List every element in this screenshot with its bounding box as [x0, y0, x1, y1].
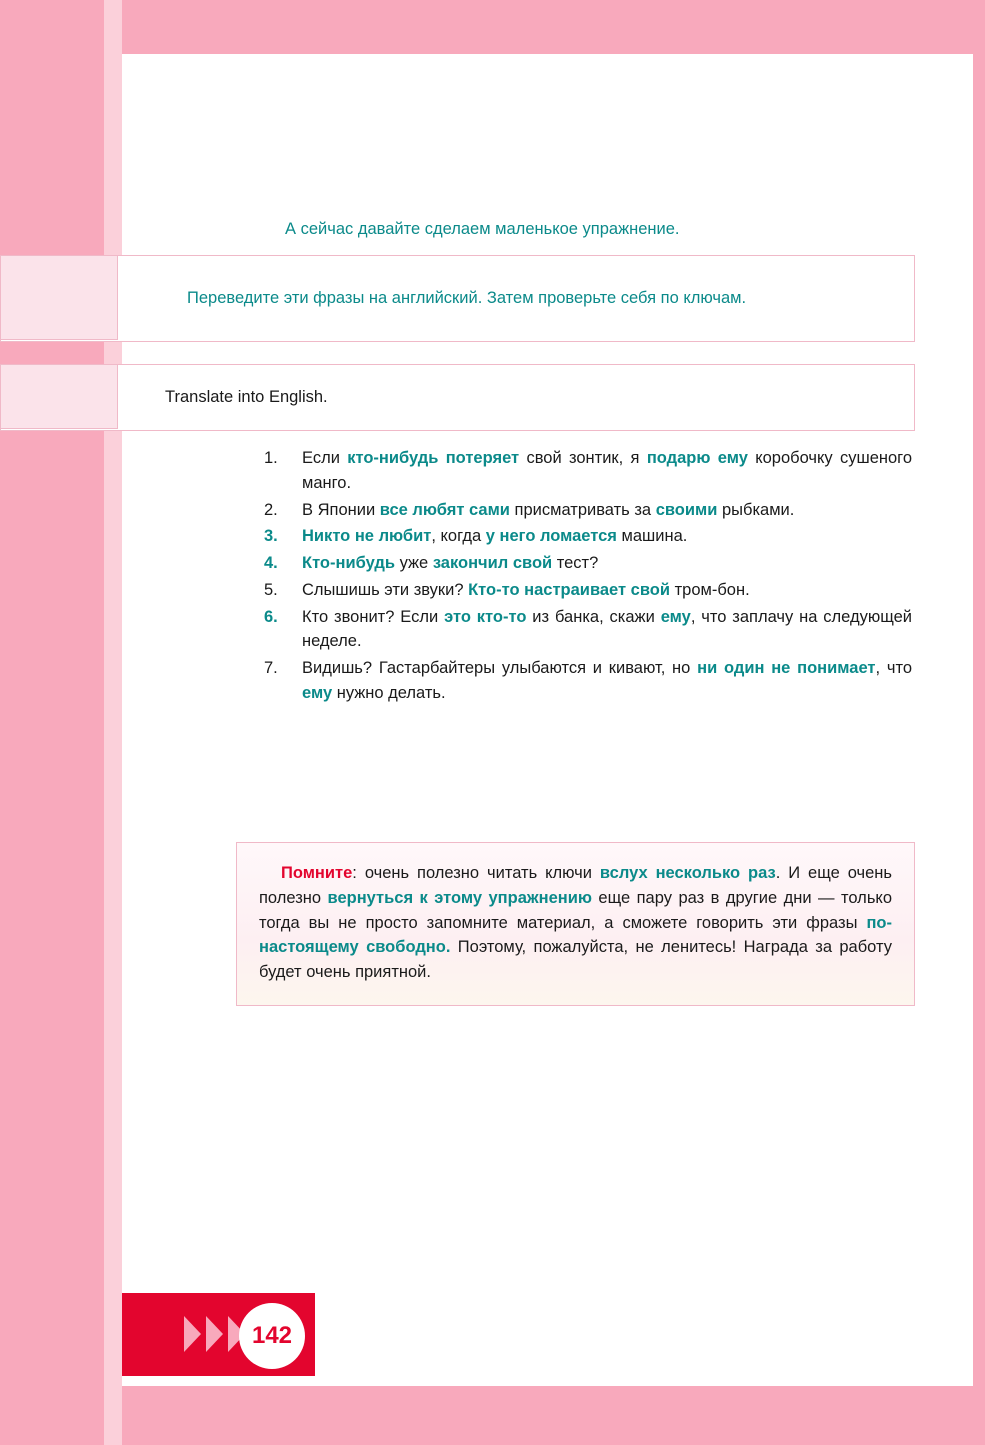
exercise-item-text: Если кто-нибудь потеряет свой зонтик, я подарю ему коробочку сушеного манго.: [302, 449, 913, 492]
instruction-box-english: [0, 364, 915, 431]
instruction-text-wrap-russian: [165, 256, 900, 341]
remember-text: Помните: очень полезно читать ключи вслух несколько раз. И еще очень полезно вернуться к этому упражнению еще пару раз в другие дни — только тогда вы не просто запомните материал, а сможете говорить эти фразы по-настоящему свободно. Поэтому, пожалуйста, не ленитесь! Награда за работу будет очень приятной.: [259, 864, 892, 981]
exercise-item-text: Кто звонит? Если это кто-то из банка, скажи ему, что заплачу на следующей неделе.: [302, 607, 913, 651]
exercise-item-number: 4.: [264, 554, 278, 572]
exercise-item-number: 3.: [264, 527, 278, 546]
exercise-item: [262, 446, 912, 496]
exercise-item: [262, 498, 912, 523]
exercise-item-number: 1.: [264, 449, 278, 467]
exercise-item-text: Видишь? Гастарбайтеры улыбаются и кивают, но ни один не понимает, что ему нужно делать.: [302, 659, 912, 702]
exercise-list: [262, 446, 912, 708]
top-decorative-strip: [122, 0, 985, 54]
exercise-item: [262, 524, 912, 549]
left-inner-band: [104, 0, 122, 1445]
exercise-item: [262, 656, 912, 706]
instruction-text-wrap-english: [165, 365, 900, 430]
page-content: [122, 54, 973, 1386]
instruction-russian: Переведите эти фразы на английский. Затем проверьте себя по ключам.: [187, 289, 747, 308]
exercise-item-number: 6.: [264, 607, 278, 626]
page-number: 142: [251, 1322, 293, 1349]
intro-paragraph: А сейчас давайте сделаем маленькое упражнение.: [285, 220, 680, 238]
exercise-item: [262, 551, 912, 576]
chevron-right-icon: [184, 1316, 201, 1352]
page-number-badge: [239, 1303, 305, 1369]
remember-box: [236, 842, 915, 1006]
instruction-tab-russian: [0, 255, 118, 340]
exercise-item-text: Кто-нибудь уже закончил свой тест?: [302, 554, 599, 572]
bottom-decorative-strip: [122, 1386, 985, 1445]
instruction-box-russian: [0, 255, 915, 342]
right-decorative-strip: [973, 0, 985, 1445]
exercise-item-number: 7.: [264, 659, 278, 677]
exercise-item: [262, 605, 912, 655]
exercise-item: [262, 578, 912, 603]
exercise-item-number: 2.: [264, 500, 278, 519]
exercise-item-text: Никто не любит, когда у него ломается машина.: [302, 527, 688, 546]
exercise-item-text: В Японии все любят сами присматривать за своими рыбками.: [302, 500, 795, 519]
exercise-item-text: Слышишь эти звуки? Кто-то настраивает свой тром-бон.: [302, 580, 750, 599]
instruction-english: Translate into English.: [165, 387, 328, 406]
exercise-item-number: 5.: [264, 580, 278, 599]
chevron-right-icon: [206, 1316, 223, 1352]
instruction-tab-english: [0, 364, 118, 429]
